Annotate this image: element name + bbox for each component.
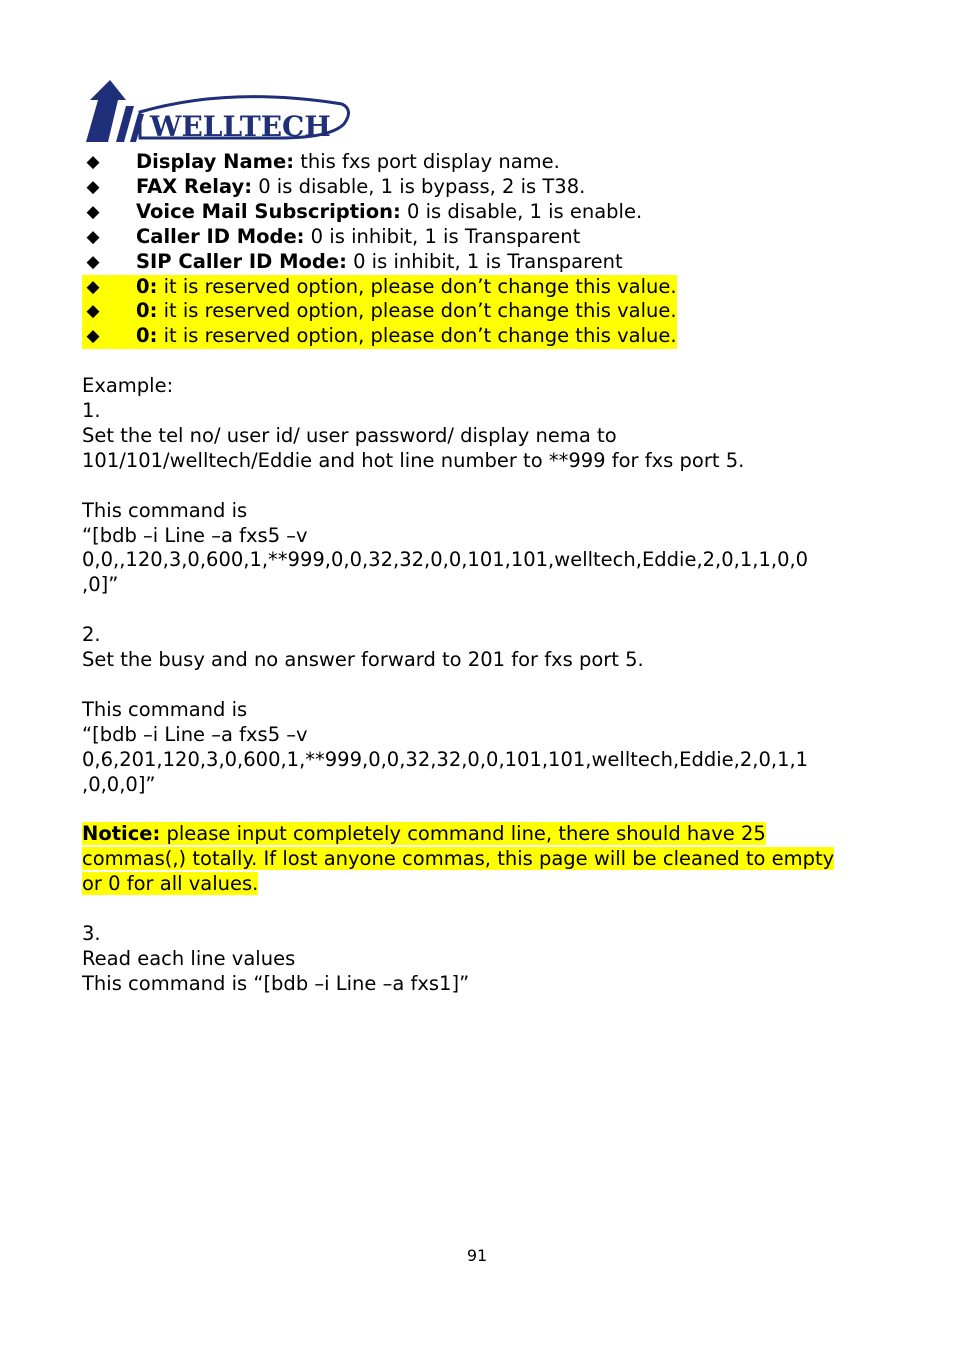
parameter-list	[82, 150, 882, 349]
example-1-description-cont: 101/101/welltech/Eddie and hot line number to **999 for fxs port 5.	[82, 448, 745, 472]
list-item: ◆ FAX Relay: 0 is disable, 1 is bypass, 2 is T38.	[82, 175, 882, 200]
example-heading: Example:	[82, 374, 174, 398]
diamond-bullet-icon: ◆	[86, 201, 100, 222]
list-item: ◆ Voice Mail Subscription: 0 is disable, 1 is enable.	[82, 200, 882, 225]
list-item: ◆ Display Name: this fxs port display name.	[82, 150, 882, 175]
diamond-bullet-icon: ◆	[86, 301, 100, 322]
example-1-command-end: ,0]”	[82, 573, 119, 597]
list-item-reserved: ◆ 0: it is reserved option, please don’t change this value.	[82, 299, 677, 324]
diamond-bullet-icon: ◆	[86, 152, 100, 172]
list-item-reserved: ◆ 0: it is reserved option, please don’t change this value.	[82, 324, 677, 349]
list-item-reserved: ◆ 0: it is reserved option, please don’t change this value.	[82, 275, 677, 300]
notice-label: Notice:	[82, 822, 161, 846]
example-2-command-intro: This command is	[82, 697, 248, 721]
example-2-command-end: ,0,0,0]”	[82, 772, 156, 796]
example-3-command: This command is “[bdb –i Line –a fxs1]”	[82, 971, 470, 995]
example-1-number: 1.	[82, 399, 101, 423]
list-item: ◆ Caller ID Mode: 0 is inhibit, 1 is Transparent	[82, 225, 882, 250]
diamond-bullet-icon: ◆	[86, 276, 100, 297]
example-2-command-cont: 0,6,201,120,3,0,600,1,**999,0,0,32,32,0,0,101,101,welltech,Eddie,2,0,1,1	[82, 747, 809, 771]
example-1-command-cont: 0,0,,120,3,0,600,1,**999,0,0,32,32,0,0,101,101,welltech,Eddie,2,0,1,1,0,0	[82, 548, 809, 572]
page-body	[82, 150, 882, 997]
example-3-number: 3.	[82, 922, 101, 945]
diamond-bullet-icon: ◆	[86, 251, 100, 272]
example-2-number: 2.	[82, 623, 101, 647]
example-1-command-intro: This command is	[82, 498, 248, 522]
notice-paragraph: Notice: please input completely command line, there should have 25	[82, 822, 766, 846]
example-1-command: “[bdb –i Line –a fxs5 –v	[82, 523, 308, 547]
example-3-description: Read each line values	[82, 946, 296, 970]
diamond-bullet-icon: ◆	[86, 226, 100, 247]
notice-paragraph-cont: commas(,) totally. If lost anyone commas, this page will be cleaned to empty	[82, 847, 835, 871]
example-1-description: Set the tel no/ user id/ user password/ display nema to	[82, 423, 617, 447]
example-2-description: Set the busy and no answer forward to 201 for fxs port 5.	[82, 648, 644, 672]
logo-text: WELLTECH	[150, 110, 331, 143]
diamond-bullet-icon: ◆	[86, 176, 100, 197]
notice-paragraph-end: or 0 for all values.	[82, 872, 259, 896]
welltech-logo	[80, 80, 352, 144]
example-2-command: “[bdb –i Line –a fxs5 –v	[82, 722, 308, 746]
list-item: ◆ SIP Caller ID Mode: 0 is inhibit, 1 is Transparent	[82, 250, 882, 275]
page-number: 91	[466, 1246, 488, 1265]
diamond-bullet-icon: ◆	[86, 326, 100, 347]
